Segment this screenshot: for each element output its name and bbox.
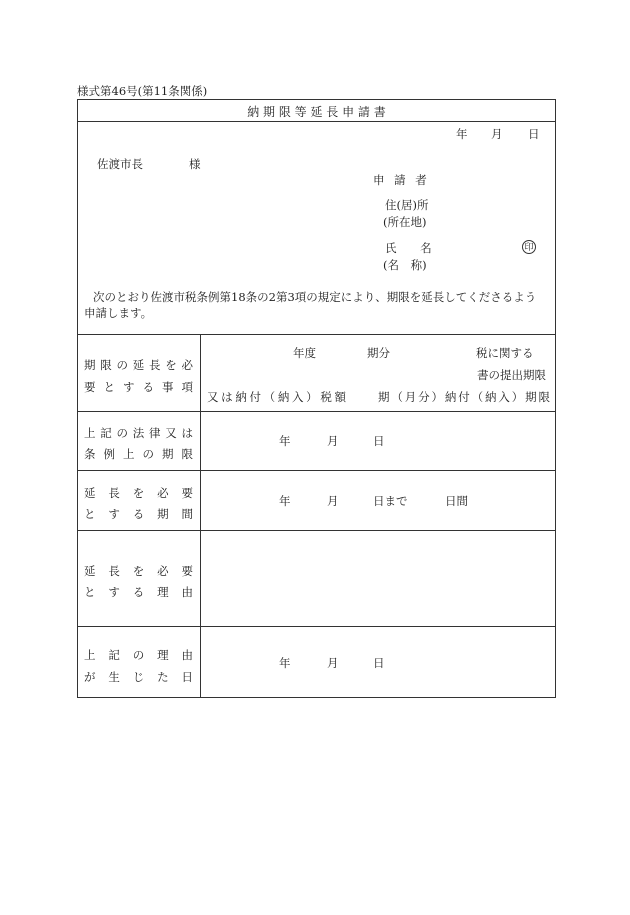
occurred-year: 年	[279, 656, 291, 670]
date-month: 月	[491, 127, 503, 141]
addressee-honorific: 様	[189, 157, 201, 171]
label-column-divider	[200, 334, 201, 698]
form-title: 納 期 限 等 延 長 申 請 書	[247, 105, 386, 119]
form-number: 様式第46号(第11条関係)	[77, 84, 208, 98]
applicant-label: 申 請 者	[373, 173, 427, 187]
occurred-label-line-2: が生じた日	[84, 670, 193, 684]
payment-deadline-label: 期（月分）納付（納入）期限	[378, 390, 550, 404]
legal-year: 年	[279, 434, 291, 448]
address-sub-label: (所在地)	[383, 215, 427, 229]
name-label: 氏 名	[385, 241, 432, 255]
row-divider-4	[77, 626, 556, 627]
date-year: 年	[456, 127, 468, 141]
seal-mark: 印	[522, 240, 536, 254]
row-divider-2	[77, 470, 556, 471]
period-label-line-1: 延長を必要	[84, 486, 193, 500]
fiscal-year-label: 年度	[293, 346, 316, 360]
statement-line-2: 申請します。	[84, 306, 153, 320]
legal-month: 月	[327, 434, 339, 448]
reason-label-line-2: とする理由	[84, 585, 193, 599]
addressee-name: 佐渡市長	[97, 157, 143, 171]
name-sub-label: (名 称)	[383, 258, 427, 272]
row-divider-3	[77, 530, 556, 531]
period-portion-label: 期分	[367, 346, 390, 360]
row-divider-1	[77, 411, 556, 412]
occurred-month: 月	[327, 656, 339, 670]
header-divider	[77, 334, 556, 335]
address-label: 住(居)所	[385, 198, 429, 212]
reason-label-line-1: 延長を必要	[84, 564, 193, 578]
title-divider	[77, 121, 556, 122]
period-until: 日まで	[373, 494, 408, 508]
document-deadline-label: 書の提出期限	[477, 368, 546, 382]
legal-label-line-2: 条例上の期限	[84, 447, 193, 461]
period-label-line-2: とする期間	[84, 507, 193, 521]
matters-label-line-2: 要とする事項	[84, 380, 193, 394]
date-day: 日	[528, 127, 540, 141]
occurred-day: 日	[373, 656, 385, 670]
occurred-label-line-1: 上記の理由	[84, 648, 193, 662]
legal-day: 日	[373, 434, 385, 448]
tax-related-label: 税に関する	[476, 346, 534, 360]
statement-line-1: 次のとおり佐渡市税条例第18条の2第3項の規定により、期限を延長してくださるよう	[93, 290, 537, 304]
period-days: 日間	[445, 494, 468, 508]
period-year: 年	[279, 494, 291, 508]
period-month: 月	[327, 494, 339, 508]
matters-label-line-1: 期限の延長を必	[84, 358, 193, 372]
legal-label-line-1: 上記の法律又は	[84, 426, 193, 440]
tax-amount-label: 又は納付（納入）税額	[207, 390, 346, 404]
